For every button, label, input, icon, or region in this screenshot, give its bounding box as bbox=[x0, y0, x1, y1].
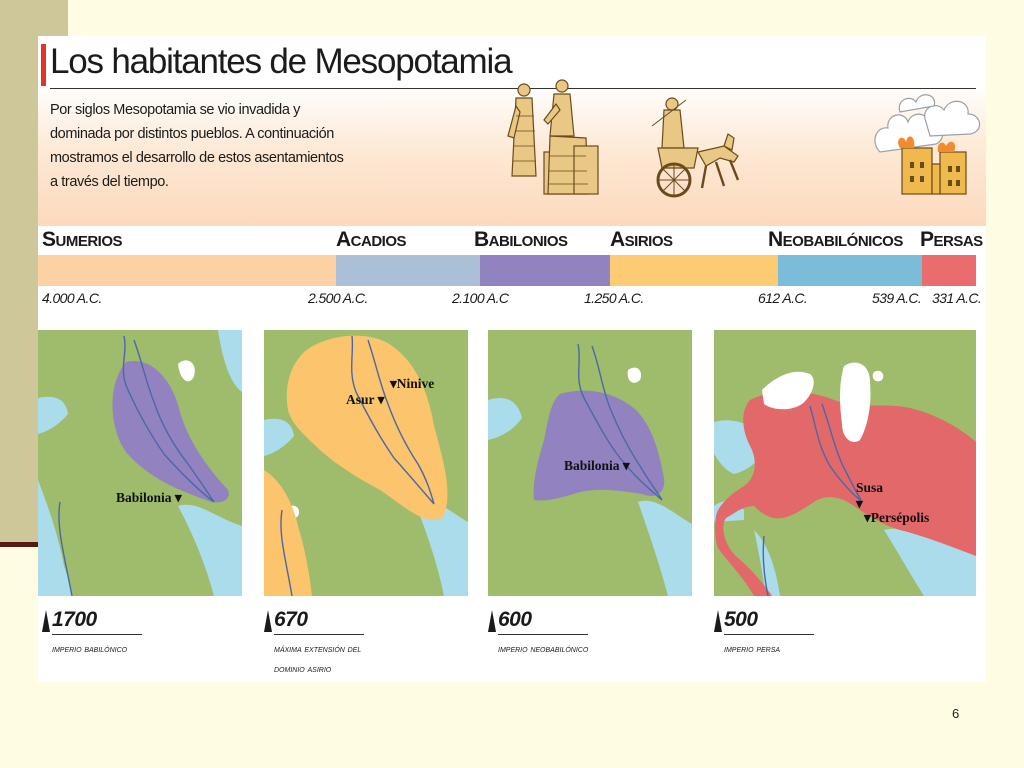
caption-divider bbox=[274, 634, 364, 635]
infographic-title: Los habitantes de Mesopotamia bbox=[50, 42, 512, 81]
map-year-600: 600 bbox=[498, 608, 532, 631]
city-label-ninive: ▾Ninive bbox=[390, 376, 435, 391]
period-label-babilonios: Babilonios bbox=[474, 228, 568, 251]
period-band-neobabilonicos bbox=[778, 255, 922, 286]
sumerian-figures-illustration bbox=[504, 76, 614, 206]
assyrian-chariot-illustration bbox=[646, 96, 742, 200]
map-babylonian-empire-1700 bbox=[38, 330, 242, 596]
period-label-sumerios: Sumerios bbox=[42, 228, 123, 251]
date-label-612: 612 A.C. bbox=[758, 290, 808, 306]
city-label-babilonia: Babilonia ▾ bbox=[564, 458, 630, 473]
page-number: 6 bbox=[952, 706, 960, 721]
triangle-marker-icon bbox=[42, 610, 50, 632]
date-label-4000: 4.000 A.C. bbox=[42, 290, 102, 306]
triangle-marker-icon bbox=[488, 610, 496, 632]
caption-divider bbox=[724, 634, 814, 635]
map-neobabylonian-empire-600 bbox=[488, 330, 692, 596]
map-year-500: 500 bbox=[724, 608, 758, 631]
infographic-panel bbox=[38, 36, 986, 682]
intro-text: Por siglos Mesopotamia se vio invadida y dominada por distintos pueblos. A continuación mostramos el desarrollo de estos asentamientos a través del tiempo. bbox=[50, 102, 344, 190]
period-label-persas: Persas bbox=[920, 228, 983, 251]
map-assyrian-empire-670 bbox=[264, 330, 468, 596]
triangle-marker-icon bbox=[264, 610, 272, 632]
caption-divider bbox=[498, 634, 588, 635]
caption-divider bbox=[52, 634, 142, 635]
map-caption-text-1700: imperio babilónico bbox=[52, 644, 128, 655]
map-caption-text-670: máxima extensión del dominio asirio bbox=[274, 644, 362, 675]
date-label-539: 539 A.C. bbox=[872, 290, 922, 306]
triangle-marker-icon bbox=[714, 610, 722, 632]
period-band-sumerios bbox=[38, 255, 336, 286]
date-label-2500: 2.500 A.C. bbox=[308, 290, 368, 306]
period-band-acadios bbox=[336, 255, 480, 286]
city-label-babilonia: Babilonia ▾ bbox=[116, 490, 182, 505]
map-caption-text-600: imperio neobabilónico bbox=[498, 644, 589, 655]
period-band-asirios bbox=[610, 255, 778, 286]
period-band-babilonios bbox=[480, 255, 610, 286]
map-persian-empire-500 bbox=[714, 330, 976, 596]
date-label-2100: 2.100 A.C bbox=[452, 290, 509, 306]
map-year-1700: 1700 bbox=[52, 608, 97, 631]
city-label-susa: Susa ▾ bbox=[856, 480, 884, 511]
title-accent-bar bbox=[41, 44, 46, 86]
map-caption-text-500: imperio persa bbox=[724, 644, 781, 655]
date-label-1250: 1.250 A.C. bbox=[584, 290, 644, 306]
map-year-670: 670 bbox=[274, 608, 308, 631]
period-label-acadios: Acadios bbox=[336, 228, 407, 251]
date-label-331: 331 A.C. bbox=[932, 290, 982, 306]
city-label-persepolis: ▾Persépolis bbox=[864, 510, 930, 525]
period-label-asirios: Asirios bbox=[610, 228, 673, 251]
period-label-neobabilonicos: Neobabilónicos bbox=[768, 228, 903, 251]
decorative-left-rule bbox=[0, 542, 40, 547]
city-label-asur: Asur ▾ bbox=[346, 392, 385, 407]
period-band-persas bbox=[922, 255, 976, 286]
burning-city-illustration bbox=[870, 82, 986, 198]
